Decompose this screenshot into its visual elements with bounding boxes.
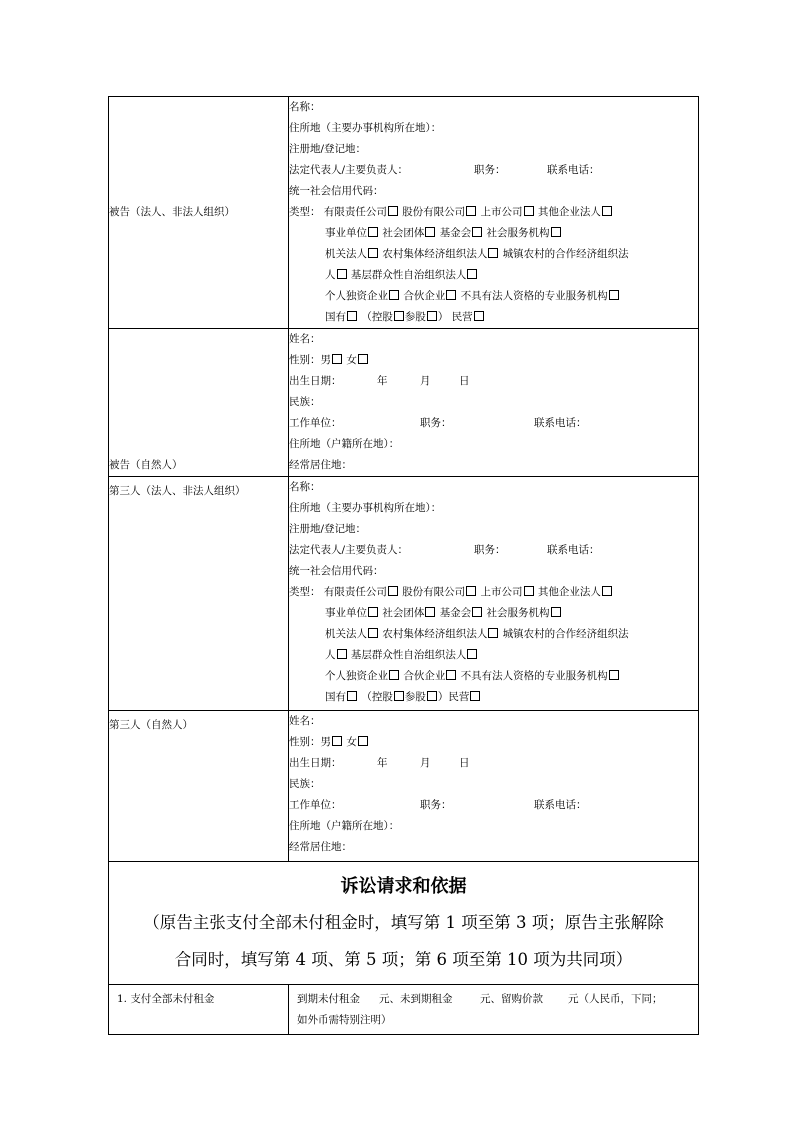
type-option: 合伙企业 <box>403 290 446 302</box>
type-option: 其他企业法人 <box>537 586 601 598</box>
ownership-option: （控股 <box>361 691 393 703</box>
defendant-org-fields <box>289 97 699 329</box>
claims-note-line-2: 合同时，填写第 4 项、第 5 项；第 6 项至第 10 项为共同项） <box>174 950 633 969</box>
unit-3: 元（人民币，下同； <box>568 993 663 1005</box>
post-field[interactable]: 职务： <box>474 164 506 176</box>
defendant-org-label: 被告（法人、非法人组织） <box>109 97 289 329</box>
type-option: 基金会 <box>439 227 472 239</box>
type-line-5 <box>289 666 698 687</box>
claim-item-1-label: 1. 支付全部未付租金 <box>109 985 289 1035</box>
employer-line <box>289 795 698 816</box>
checkbox[interactable] <box>347 311 357 321</box>
gender-label: 性别： <box>289 736 321 748</box>
year-unit: 年 <box>377 375 388 387</box>
type-option: 股份有限公司 <box>402 206 466 218</box>
female-checkbox[interactable] <box>358 736 368 746</box>
checkbox[interactable] <box>388 206 398 216</box>
birth-line <box>289 371 698 392</box>
checkbox[interactable] <box>368 227 378 237</box>
checkbox[interactable] <box>551 607 561 617</box>
checkbox[interactable] <box>446 290 456 300</box>
ownership-option: ） <box>437 691 449 703</box>
third-person-label: 第三人（自然人） <box>109 711 289 862</box>
post-field[interactable]: 职务： <box>420 799 452 811</box>
post-field[interactable]: 职务： <box>474 544 506 556</box>
domicile-field[interactable]: 住所地（户籍所在地）： <box>289 438 400 450</box>
male-option: 男 <box>320 736 331 748</box>
ownership-option: 民营 <box>448 691 470 703</box>
checkbox[interactable] <box>609 290 619 300</box>
checkbox[interactable] <box>368 248 378 258</box>
unit-2: 元、留购价款 <box>480 993 543 1005</box>
rep-line <box>289 160 698 181</box>
checkbox[interactable] <box>388 586 398 596</box>
type-option: 社会服务机构 <box>486 607 550 619</box>
registration-field[interactable]: 注册地/登记地： <box>289 143 367 155</box>
type-line-4 <box>289 645 698 666</box>
residence-field[interactable]: 经常居住地： <box>289 841 352 853</box>
phone-field[interactable]: 联系电话： <box>547 164 600 176</box>
type-line-4 <box>289 265 698 286</box>
type-line-2 <box>289 603 698 624</box>
ethnic-field[interactable]: 民族： <box>289 396 321 408</box>
third-org-row <box>109 477 699 711</box>
type-option: 基金会 <box>439 607 472 619</box>
defendant-person-row <box>109 329 699 477</box>
employer-line <box>289 413 698 434</box>
checkbox[interactable] <box>467 649 477 659</box>
type-line-1 <box>289 582 698 603</box>
female-option: 女 <box>346 354 357 366</box>
type-option: 股份有限公司 <box>402 586 466 598</box>
checkbox[interactable] <box>394 311 404 321</box>
checkbox[interactable] <box>472 227 482 237</box>
female-checkbox[interactable] <box>358 354 368 364</box>
gender-line <box>289 732 698 753</box>
checkbox[interactable] <box>425 227 435 237</box>
defendant-org-row <box>109 97 699 329</box>
post-field[interactable]: 职务： <box>420 417 452 429</box>
type-option: 城镇农村的合作经济组织法 <box>502 248 629 260</box>
month-unit: 月 <box>420 757 431 769</box>
type-option: 社会团体 <box>382 607 425 619</box>
credit-code-field[interactable]: 统一社会信用代码： <box>289 185 384 197</box>
name-field[interactable]: 姓名： <box>289 333 321 345</box>
defendant-person-fields <box>289 329 699 477</box>
type-option: 个人独资企业 <box>325 670 388 682</box>
ownership-option: 参股 <box>404 311 426 323</box>
rep-field[interactable]: 法定代表人/主要负责人： <box>289 164 409 176</box>
checkbox[interactable] <box>602 586 612 596</box>
male-checkbox[interactable] <box>332 736 342 746</box>
type-label: 类型： <box>289 586 321 598</box>
ownership-line <box>289 687 698 708</box>
employer-field[interactable]: 工作单位： <box>289 799 342 811</box>
claims-note-line-1: （原告主张支付全部未付租金时，填写第 1 项至第 3 项；原告主张解除 <box>143 913 664 932</box>
checkbox[interactable] <box>337 269 347 279</box>
day-unit: 日 <box>459 757 470 769</box>
third-org-label: 第三人（法人、非法人组织） <box>109 477 289 711</box>
checkbox[interactable] <box>466 206 476 216</box>
checkbox[interactable] <box>524 206 534 216</box>
checkbox[interactable] <box>551 227 561 237</box>
birth-label: 出生日期： <box>289 375 342 387</box>
type-line-3 <box>289 244 698 265</box>
ownership-option: 国有 <box>325 691 346 703</box>
checkbox[interactable] <box>425 607 435 617</box>
ownership-line <box>289 307 698 328</box>
type-option: 个人独资企业 <box>325 290 388 302</box>
checkbox[interactable] <box>467 269 477 279</box>
checkbox[interactable] <box>368 628 378 638</box>
type-option: 农村集体经济组织法人 <box>382 248 488 260</box>
checkbox[interactable] <box>488 628 498 638</box>
checkbox[interactable] <box>488 248 498 258</box>
type-option: 有限责任公司 <box>323 586 387 598</box>
type-option: 机关法人 <box>325 628 367 640</box>
claim-item-1-row <box>109 985 699 1035</box>
phone-field[interactable]: 联系电话： <box>547 544 600 556</box>
ownership-option: （控股 <box>361 311 393 323</box>
type-option: 上市公司 <box>480 586 523 598</box>
name-field[interactable]: 名称： <box>289 101 321 113</box>
rep-line <box>289 540 698 561</box>
type-option: 城镇农村的合作经济组织法 <box>502 628 629 640</box>
type-option: 社会服务机构 <box>486 227 550 239</box>
ownership-option: ） <box>437 311 449 323</box>
type-option: 合伙企业 <box>403 670 446 682</box>
day-unit: 日 <box>459 375 470 387</box>
birth-label: 出生日期： <box>289 757 342 769</box>
checkbox[interactable] <box>466 586 476 596</box>
male-checkbox[interactable] <box>332 354 342 364</box>
checkbox[interactable] <box>337 649 347 659</box>
type-line-1 <box>289 202 698 223</box>
phone-field[interactable]: 联系电话： <box>534 799 587 811</box>
type-option: 不具有法人资格的专业服务机构 <box>460 670 608 682</box>
type-option: 人 <box>325 649 336 661</box>
defendant-person-label: 被告（自然人） <box>109 329 289 477</box>
birth-line <box>289 753 698 774</box>
phone-field[interactable]: 联系电话： <box>534 417 587 429</box>
claim-item-1-content <box>289 985 699 1035</box>
year-unit: 年 <box>377 757 388 769</box>
checkbox[interactable] <box>427 311 437 321</box>
credit-code-field[interactable]: 统一社会信用代码： <box>289 565 384 577</box>
type-option: 基层群众性自治组织法人 <box>350 269 467 281</box>
claims-header <box>109 862 699 985</box>
checkbox[interactable] <box>524 586 534 596</box>
employer-field[interactable]: 工作单位： <box>289 417 342 429</box>
third-org-fields <box>289 477 699 711</box>
type-option: 不具有法人资格的专业服务机构 <box>460 290 608 302</box>
type-option: 有限责任公司 <box>323 206 387 218</box>
address-field[interactable]: 住所地（主要办事机构所在地）： <box>289 122 442 134</box>
type-line-3 <box>289 624 698 645</box>
third-person-row <box>109 711 699 862</box>
male-option: 男 <box>320 354 331 366</box>
type-option: 农村集体经济组织法人 <box>382 628 488 640</box>
type-option: 上市公司 <box>480 206 523 218</box>
type-option: 机关法人 <box>325 248 367 260</box>
checkbox[interactable] <box>427 691 437 701</box>
checkbox[interactable] <box>470 691 480 701</box>
overdue-rent-field[interactable]: 到期未付租金 <box>297 993 360 1005</box>
type-option: 社会团体 <box>382 227 425 239</box>
checkbox[interactable] <box>368 607 378 617</box>
checkbox[interactable] <box>474 311 484 321</box>
checkbox[interactable] <box>602 206 612 216</box>
type-option: 基层群众性自治组织法人 <box>350 649 467 661</box>
checkbox[interactable] <box>347 691 357 701</box>
ownership-option: 参股 <box>404 691 426 703</box>
ethnic-field[interactable]: 民族： <box>289 778 321 790</box>
ownership-option: 国有 <box>325 311 346 323</box>
type-option: 事业单位 <box>325 607 367 619</box>
checkbox[interactable] <box>394 691 404 701</box>
claims-title: 诉讼请求和依据 <box>340 876 467 897</box>
type-option: 人 <box>325 269 336 281</box>
gender-line <box>289 350 698 371</box>
name-field[interactable]: 名称： <box>289 481 321 493</box>
checkbox[interactable] <box>446 670 456 680</box>
type-option: 事业单位 <box>325 227 367 239</box>
checkbox[interactable] <box>472 607 482 617</box>
checkbox[interactable] <box>609 670 619 680</box>
address-field[interactable]: 住所地（主要办事机构所在地）： <box>289 502 442 514</box>
third-person-fields <box>289 711 699 862</box>
name-field[interactable]: 姓名： <box>289 715 321 727</box>
claim-item-1-line-1 <box>297 989 698 1010</box>
residence-field[interactable]: 经常居住地： <box>289 459 352 471</box>
complaint-form-table <box>108 96 699 1035</box>
unit-1: 元、未到期租金 <box>379 993 453 1005</box>
type-option: 其他企业法人 <box>537 206 601 218</box>
type-line-2 <box>289 223 698 244</box>
registration-field[interactable]: 注册地/登记地： <box>289 523 367 535</box>
rep-field[interactable]: 法定代表人/主要负责人： <box>289 544 409 556</box>
domicile-field[interactable]: 住所地（户籍所在地）： <box>289 820 400 832</box>
claims-header-row <box>109 862 699 985</box>
checkbox[interactable] <box>389 670 399 680</box>
type-line-5 <box>289 286 698 307</box>
gender-label: 性别： <box>289 354 321 366</box>
female-option: 女 <box>346 736 357 748</box>
checkbox[interactable] <box>389 290 399 300</box>
claim-item-1-line-2: 如外币需特别注明） <box>297 1014 392 1026</box>
month-unit: 月 <box>420 375 431 387</box>
ownership-option: 民营 <box>451 311 473 323</box>
type-label: 类型： <box>289 206 321 218</box>
